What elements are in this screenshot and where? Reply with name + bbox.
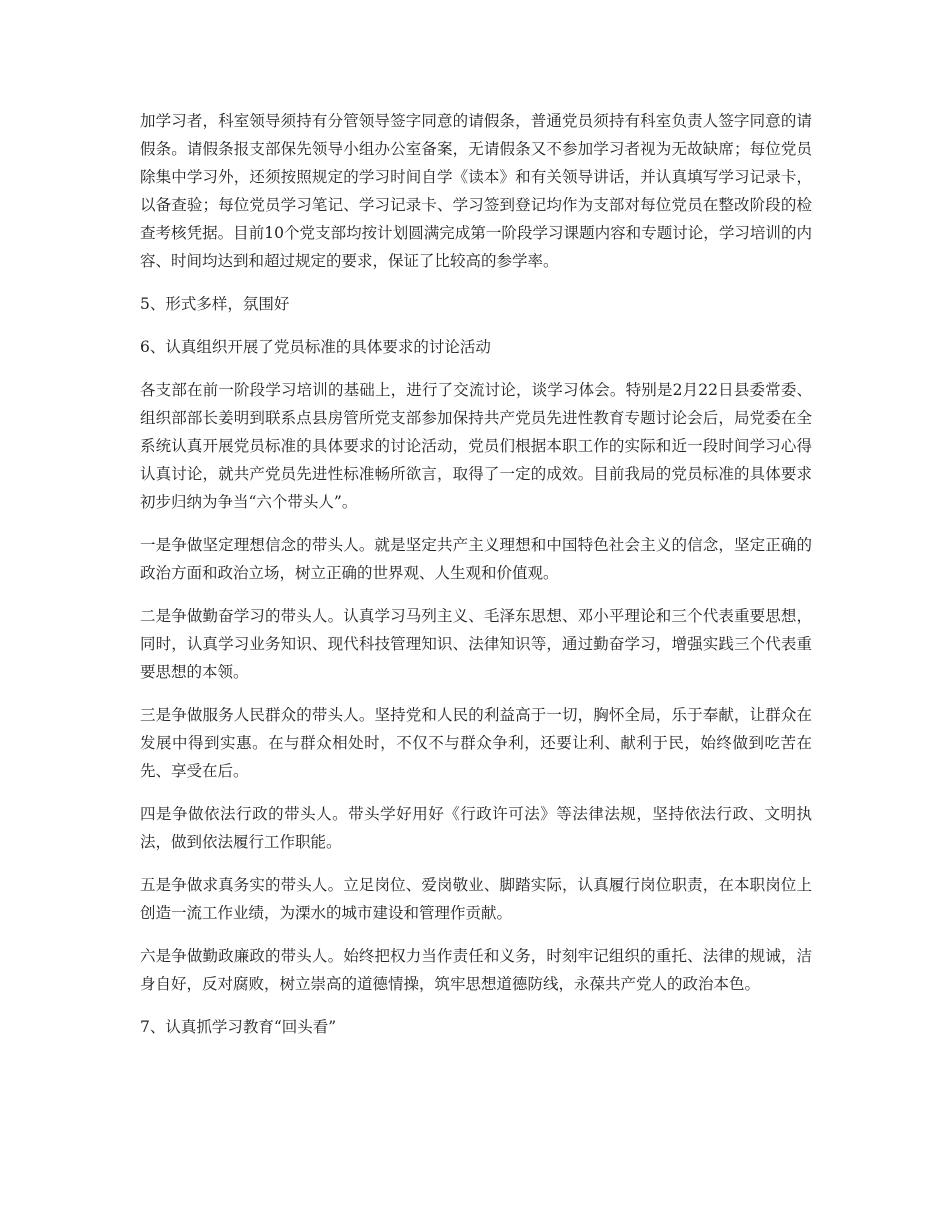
paragraph-leader-5: 五是争做求真务实的带头人。立足岗位、爱岗敬业、脚踏实际，认真履行岗位职责，在本职岗位上创造一流工作业绩，为溧水的城市建设和管理作贡献。 bbox=[140, 876, 812, 922]
section-heading-7: 7、认真抓学习教育“回头看” bbox=[140, 1018, 337, 1036]
paragraph-leader-1: 一是争做坚定理想信念的带头人。就是坚定共产主义理想和中国特色社会主义的信念，坚定正确的政治方面和政治立场，树立正确的世界观、人生观和价值观。 bbox=[140, 536, 812, 582]
paragraph-leader-3: 三是争做服务人民群众的带头人。坚持党和人民的利益高于一切，胸怀全局，乐于奉献，让群众在发展中得到实惠。在与群众相处时，不仅不与群众争利，还要让利、献利于民，始终做到吃苦在先、享受在后。 bbox=[140, 706, 812, 780]
paragraph-discussion: 各支部在前一阶段学习培训的基础上，进行了交流讨论，谈学习体会。特别是2月22日县委常委、组织部部长姜明到联系点县房管所党支部参加保持共产党员先进性教育专题讨论会后，局党委在全系统认真开展党员标准的具体要求的讨论活动，党员们根据本职工作的实际和近一段时间学习心得认真讨论，就共产党员先进性标准畅所欲言，取得了一定的成效。目前我局的党员标准的具体要求初步归纳为争当“六个带头人”。 bbox=[140, 381, 812, 511]
paragraph-leader-4: 四是争做依法行政的带头人。带头学好用好《行政许可法》等法律法规，坚持依法行政、文明执法，做到依法履行工作职能。 bbox=[140, 805, 812, 851]
section-heading-5: 5、形式多样，氛围好 bbox=[140, 295, 290, 313]
section-heading-6: 6、认真组织开展了党员标准的具体要求的讨论活动 bbox=[140, 338, 491, 356]
paragraph-leader-2: 二是争做勤奋学习的带头人。认真学习马列主义、毛泽东思想、邓小平理论和三个代表重要思想，同时，认真学习业务知识、现代科技管理知识、法律知识等，通过勤奋学习，增强实践三个代表重要思想的本领。 bbox=[140, 607, 812, 681]
paragraph-leader-6: 六是争做勤政廉政的带头人。始终把权力当作责任和义务，时刻牢记组织的重托、法律的规诫，洁身自好，反对腐败，树立崇高的道德情操，筑牢思想道德防线，永葆共产党人的政治本色。 bbox=[140, 947, 812, 993]
document-body bbox=[140, 107, 812, 1056]
paragraph-study-discipline: 加学习者，科室领导须持有分管领导签字同意的请假条，普通党员须持有科室负责人签字同意的请假条。请假条报支部保先领导小组办公室备案，无请假条又不参加学习者视为无故缺席；每位党员除集中学习外，还须按照规定的学习时间自学《读本》和有关领导讲话，并认真填写学习记录卡，以备查验；每位党员学习笔记、学习记录卡、学习签到登记均作为支部对每位党员在整改阶段的检查考核凭据。目前10个党支部均按计划圆满完成第一阶段学习课题内容和专题讨论，学习培训的内容、时间均达到和超过规定的要求，保证了比较高的参学率。 bbox=[140, 112, 812, 270]
